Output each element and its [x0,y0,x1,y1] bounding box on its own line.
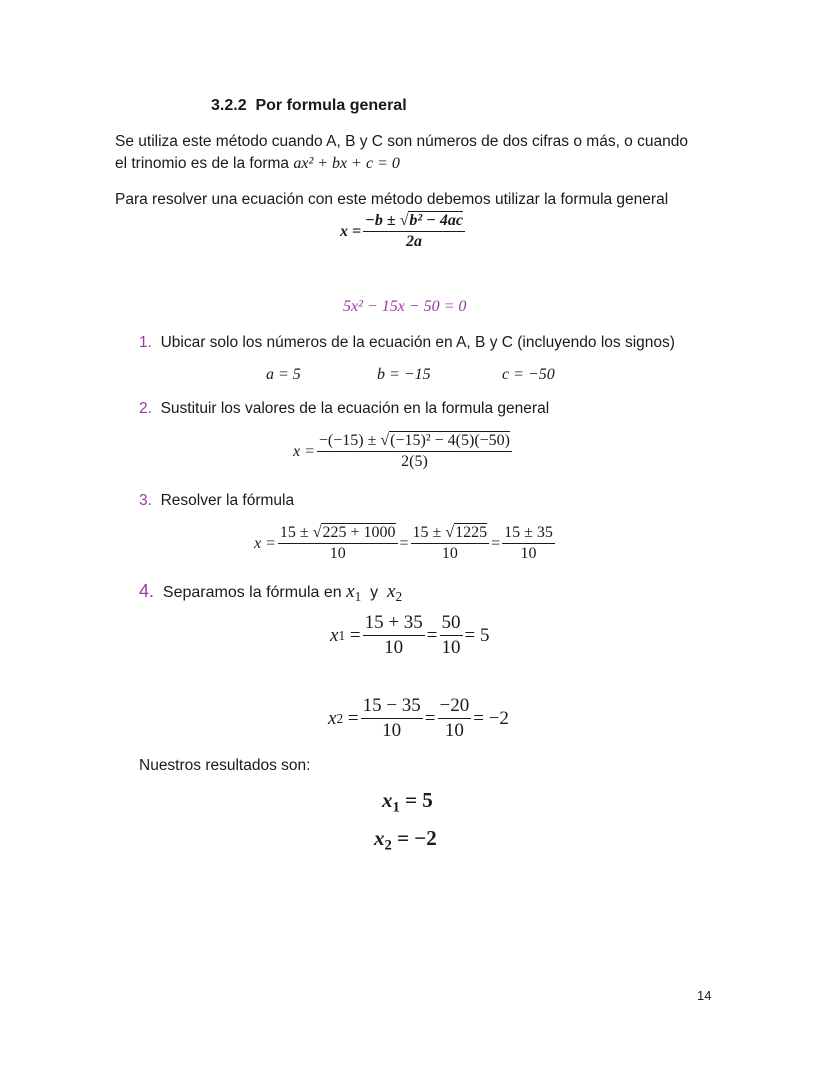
x2-sub: 2 [384,837,392,854]
section-title: Por formula general [255,97,407,114]
step-text: Sustituir los valores de la ecuación en la formula general [160,400,550,417]
radicand: 225 + 1000 [322,524,396,541]
result: = −2 [473,707,509,729]
step-number: 4. [139,581,155,601]
value-c: c = −50 [502,366,555,383]
formula-lhs: x = [254,534,276,552]
conjunction: y [370,584,379,601]
numerator: 15 ± √ [279,524,322,541]
step-2 [139,398,549,420]
results-label: Nuestros resultados son: [139,757,311,774]
result: = 5 [464,624,490,646]
fraction-1 [363,612,425,659]
radicand: 1225 [455,524,488,541]
formula-numerator: −b ± √ [365,212,409,229]
fraction-3 [502,524,555,563]
result-x1 [382,788,433,816]
x2-var: x [387,581,396,602]
section-heading [211,97,407,115]
denominator: 10 [441,637,461,658]
numerator: 15 − 35 [361,695,423,719]
step-number: 1. [139,334,152,351]
equals: = [491,534,501,552]
general-formula [340,212,467,251]
denominator: 10 [329,545,346,562]
step-3 [139,490,294,512]
numerator: 15 + 35 [363,612,425,636]
fraction-2 [440,612,463,659]
step-1 [139,332,675,354]
substitution-formula [293,432,514,471]
x1-var: x [346,581,355,602]
numerator: 50 [440,612,463,636]
x2-sub: 2 [395,588,403,604]
section-number: 3.2.2 [211,97,247,114]
radicand: (−15)² − 4(5)(−50) [390,432,511,449]
formula-lhs: x = [340,222,362,240]
numerator: 15 ± √ [412,524,455,541]
denominator: 2(5) [401,453,428,470]
example-equation: 5x² − 15x − 50 = 0 [343,298,467,315]
trinomial-form: ax² + bx + c = 0 [293,155,400,172]
fraction-2 [411,524,490,563]
formula-fraction [363,212,465,251]
step-text: Resolver la fórmula [160,492,295,509]
equals: = [399,534,409,552]
x2-var: x [374,826,385,850]
x2-value: = −2 [397,826,437,850]
formula-lhs: x = [293,442,315,460]
fraction-2 [438,695,472,742]
denominator: 10 [520,545,537,562]
substitution-fraction [317,432,512,471]
numerator: 15 ± 35 [502,524,555,544]
formula-denominator: 2a [406,233,423,250]
denominator: 10 [382,720,402,741]
numerator: −20 [438,695,472,719]
step-number: 3. [139,492,152,509]
denominator: 10 [441,545,458,562]
x1-value: = 5 [405,788,433,812]
step-text: Separamos la fórmula en [162,584,342,601]
intro-line-2-text: el trinomio es de la forma [115,155,290,172]
result-x2 [374,826,437,854]
page-number: 14 [697,988,712,1003]
step-number: 2. [139,400,152,417]
x1-sub: 1 [392,799,400,816]
x1-var: x [382,788,393,812]
x2-var: x [328,707,337,729]
value-a: a = 5 [266,366,301,383]
intro-line-2 [115,153,400,175]
fraction-1 [361,695,423,742]
numerator: −(−15) ± √ [318,432,390,449]
denominator: 10 [384,637,404,658]
x1-var: x [330,624,339,646]
x1-calculation: x 1 = $\frac{15 + 35}{10}$ = $\frac{50}{10}$ = 5 [330,612,490,658]
intro-line-3: Para resolver una ecuación con este método debemos utilizar la formula general [115,191,669,208]
step-4 [139,580,402,604]
fraction-1 [278,524,398,563]
solve-formula [254,524,557,563]
step-text: Ubicar solo los números de la ecuación en A, B y C (incluyendo los signos) [160,334,675,351]
x1-sub: 1 [354,588,362,604]
intro-line-1: Se utiliza este método cuando A, B y C son números de dos cifras o más, o cuando [115,133,688,150]
x2-calculation: x 2 = $\frac{15 - 35}{10}$ = $\frac{-20}{10}$ = −2 [328,695,509,741]
value-b: b = −15 [377,366,431,383]
formula-radicand: b² − 4ac [409,212,463,229]
denominator: 10 [444,720,464,741]
